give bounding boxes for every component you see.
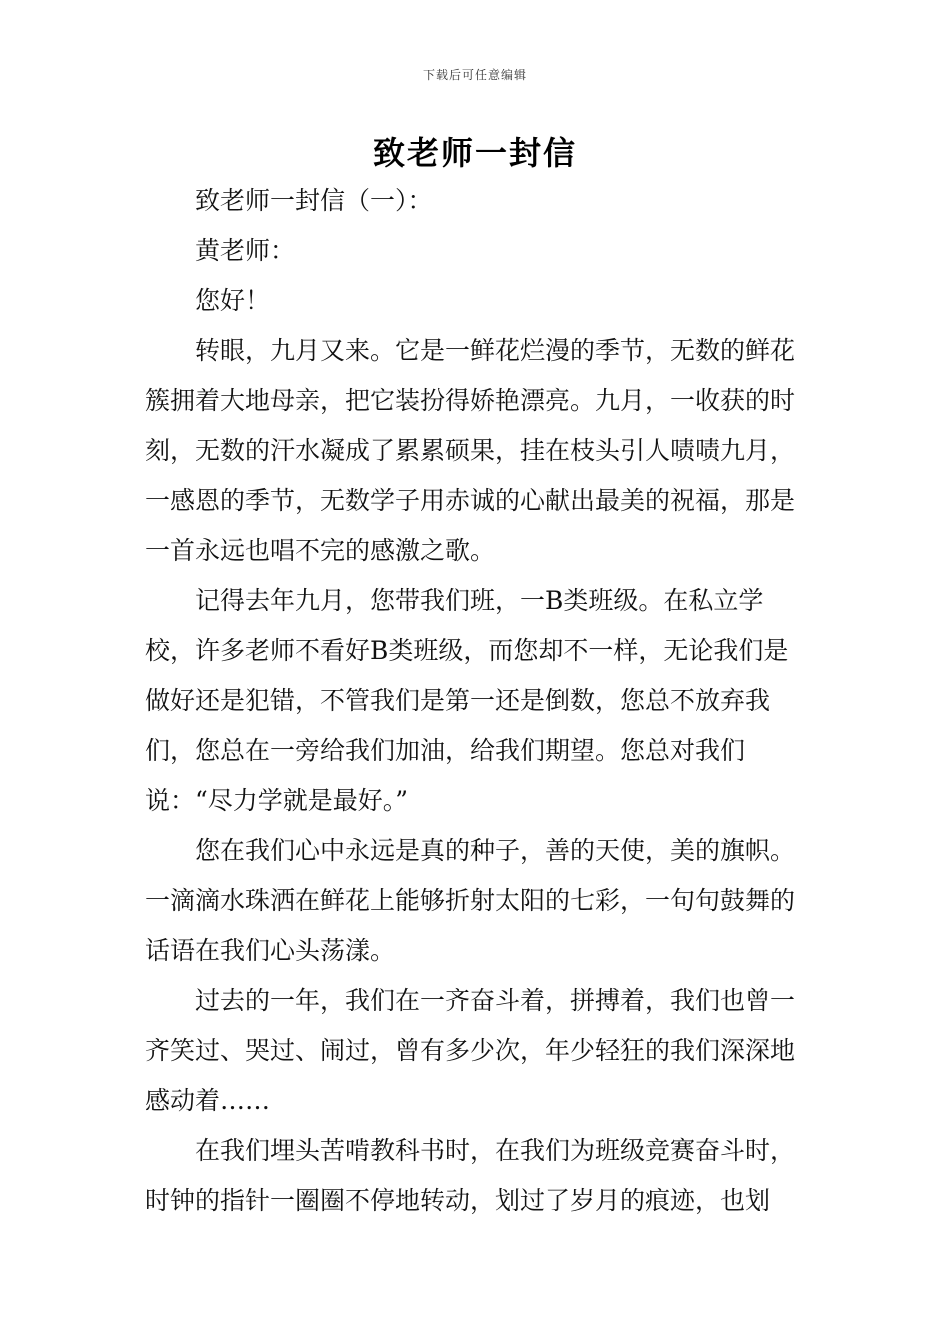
paragraph: 您在我们心中永远是真的种子，善的天使，美的旗帜。一滴滴水珠洒在鲜花上能够折射太阳的七彩，一句句鼓舞的话语在我们心头荡漾。 — [145, 836, 796, 965]
paragraph: 转眼，九月又来。它是一鲜花烂漫的季节，无数的鲜花簇拥着大地母亲，把它装扮得娇艳漂亮。九月，一收获的时刻，无数的汗水凝成了累累硕果，挂在枝头引人啧啧九月，一感恩的季节，无数学子用赤诚的心献出最美的祝福，那是一首永远也唱不完的感激之歌。 — [145, 336, 796, 565]
document-title: 致老师一封信 — [372, 134, 577, 172]
header-note: 下载后可任意编辑 — [422, 68, 527, 82]
letter-body — [145, 176, 810, 1226]
greeting: 您好！ — [195, 286, 271, 315]
paragraph: 在我们埋头苦啃教科书时，在我们为班级竞赛奋斗时，时钟的指针一圈圈不停地转动，划过了岁月的痕迹，也划 — [145, 1136, 796, 1215]
letter-subtitle: 致老师一封信（一）： — [195, 186, 433, 215]
paragraph: 记得去年九月，您带我们班，一B类班级。在私立学校，许多老师不看好B类班级，而您却不一样，无论我们是做好还是犯错，不管我们是第一还是倒数，您总不放弃我们，您总在一旁给我们加油，给我们期望。您总对我们说：“尽力学就是最好。” — [145, 586, 789, 815]
salutation: 黄老师： — [195, 236, 296, 265]
paragraph: 过去的一年，我们在一齐奋斗着，拼搏着，我们也曾一齐笑过、哭过、闹过，曾有多少次，年少轻狂的我们深深地感动着…… — [145, 986, 796, 1115]
